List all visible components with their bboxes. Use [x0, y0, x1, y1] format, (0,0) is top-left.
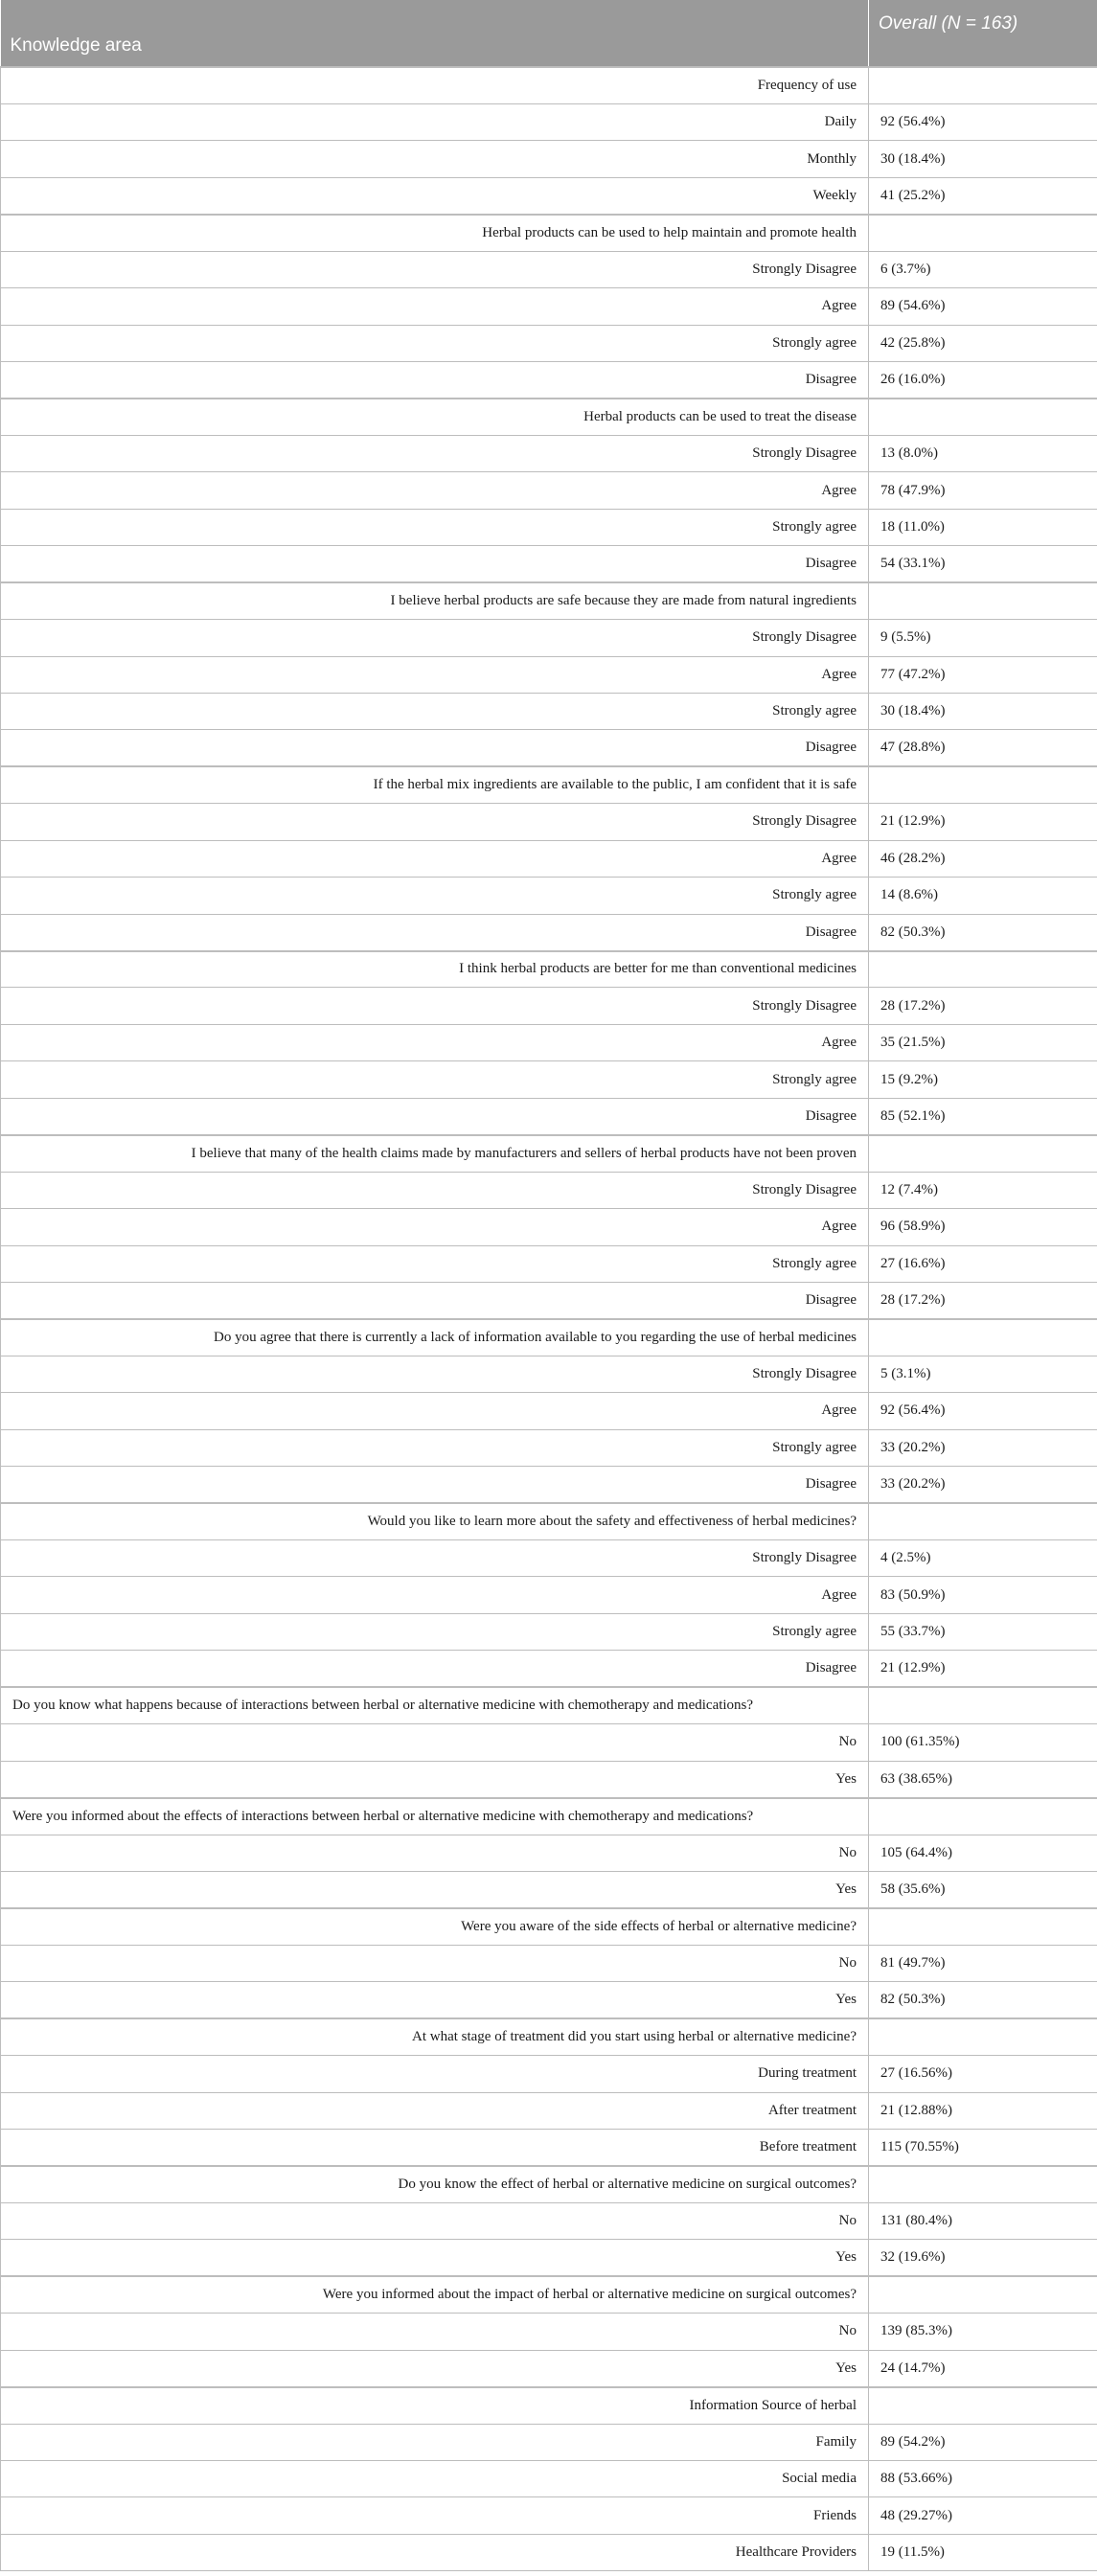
table-row — [1, 2130, 1097, 2166]
option-label: Agree — [1, 288, 869, 325]
table-row — [1, 1724, 1097, 1761]
count-value: 33 (20.2%) — [869, 1429, 1097, 1466]
table-row — [1, 1282, 1097, 1318]
option-label: Agree — [1, 656, 869, 693]
header-knowledge-area: Knowledge area — [1, 0, 869, 67]
table-row — [1, 2460, 1097, 2496]
count-value: 28 (17.2%) — [869, 988, 1097, 1024]
table-row — [1, 2534, 1097, 2570]
table-row — [1, 1871, 1097, 1907]
option-label: Agree — [1, 1393, 869, 1429]
table-row — [1, 2202, 1097, 2239]
option-label: Disagree — [1, 1098, 869, 1134]
count-value: 41 (25.2%) — [869, 177, 1097, 214]
count-value: 27 (16.6%) — [869, 1245, 1097, 1282]
count-value: 139 (85.3%) — [869, 2314, 1097, 2350]
table-row — [1, 2350, 1097, 2386]
option-label: Strongly Disagree — [1, 1172, 869, 1208]
count-value — [869, 2276, 1097, 2313]
count-value: 82 (50.3%) — [869, 914, 1097, 950]
question-label: I believe herbal products are safe because they are made from natural ingredients — [1, 582, 869, 619]
table-row — [1, 1540, 1097, 1577]
option-label: Strongly agree — [1, 1061, 869, 1098]
question-row — [1, 215, 1097, 251]
question-label: At what stage of treatment did you start using herbal or alternative medicine? — [1, 2018, 869, 2055]
count-value: 78 (47.9%) — [869, 472, 1097, 509]
table-row — [1, 1613, 1097, 1650]
table-row — [1, 435, 1097, 471]
question-row — [1, 1798, 1097, 1835]
question-label: If the herbal mix ingredients are available to the public, I am confident that it is safe — [1, 766, 869, 803]
count-value: 30 (18.4%) — [869, 141, 1097, 177]
table-row — [1, 2497, 1097, 2534]
option-label: Disagree — [1, 1651, 869, 1687]
question-label: Frequency of use — [1, 67, 869, 103]
table-row — [1, 1467, 1097, 1503]
table-row — [1, 288, 1097, 325]
option-label: Yes — [1, 1871, 869, 1907]
table-row — [1, 1209, 1097, 1245]
option-label: Strongly Disagree — [1, 988, 869, 1024]
option-label: Daily — [1, 103, 869, 140]
header-overall: Overall (N = 163) — [869, 0, 1097, 67]
option-label: Disagree — [1, 1282, 869, 1318]
question-row — [1, 1908, 1097, 1945]
count-value: 33 (20.2%) — [869, 1467, 1097, 1503]
option-label: Strongly agree — [1, 878, 869, 914]
count-value: 131 (80.4%) — [869, 2202, 1097, 2239]
option-label: No — [1, 1945, 869, 1981]
option-label: Strongly Disagree — [1, 1356, 869, 1392]
table-row — [1, 1061, 1097, 1098]
count-value: 32 (19.6%) — [869, 2240, 1097, 2276]
option-label: Before treatment — [1, 2130, 869, 2166]
table-row — [1, 2056, 1097, 2092]
table-row — [1, 988, 1097, 1024]
option-label: No — [1, 1724, 869, 1761]
count-value: 24 (14.7%) — [869, 2350, 1097, 2386]
option-label: Agree — [1, 1024, 869, 1060]
table-row — [1, 103, 1097, 140]
count-value — [869, 1503, 1097, 1539]
count-value: 92 (56.4%) — [869, 1393, 1097, 1429]
count-value: 88 (53.66%) — [869, 2460, 1097, 2496]
table-row — [1, 1172, 1097, 1208]
option-label: Strongly Disagree — [1, 620, 869, 656]
count-value: 27 (16.56%) — [869, 2056, 1097, 2092]
count-value: 42 (25.8%) — [869, 325, 1097, 361]
count-value: 14 (8.6%) — [869, 878, 1097, 914]
question-row — [1, 766, 1097, 803]
count-value: 83 (50.9%) — [869, 1577, 1097, 1613]
question-row — [1, 2166, 1097, 2202]
question-label: Herbal products can be used to help maintain and promote health — [1, 215, 869, 251]
count-value: 46 (28.2%) — [869, 840, 1097, 877]
option-label: Yes — [1, 1761, 869, 1797]
table-row — [1, 1982, 1097, 2018]
option-label: Monthly — [1, 141, 869, 177]
question-label: Do you know what happens because of interactions between herbal or alternative medicine with chemotherapy and medications? — [1, 1687, 869, 1723]
count-value: 21 (12.88%) — [869, 2092, 1097, 2129]
count-value — [869, 582, 1097, 619]
question-row — [1, 2018, 1097, 2055]
table-row — [1, 1651, 1097, 1687]
option-label: Strongly Disagree — [1, 251, 869, 287]
count-value — [869, 1798, 1097, 1835]
option-label: Agree — [1, 1577, 869, 1613]
table-row — [1, 1835, 1097, 1871]
table-row — [1, 1356, 1097, 1392]
option-label: Disagree — [1, 362, 869, 399]
count-value: 58 (35.6%) — [869, 1871, 1097, 1907]
count-value: 47 (28.8%) — [869, 730, 1097, 766]
option-label: Strongly Disagree — [1, 1540, 869, 1577]
option-label: Agree — [1, 1209, 869, 1245]
count-value: 82 (50.3%) — [869, 1982, 1097, 2018]
option-label: Disagree — [1, 546, 869, 582]
question-row — [1, 951, 1097, 988]
table-row — [1, 2092, 1097, 2129]
count-value: 105 (64.4%) — [869, 1835, 1097, 1871]
count-value: 54 (33.1%) — [869, 546, 1097, 582]
table-row — [1, 2424, 1097, 2460]
table-row — [1, 1577, 1097, 1613]
question-row — [1, 2387, 1097, 2424]
option-label: Yes — [1, 2350, 869, 2386]
table-row — [1, 362, 1097, 399]
question-row — [1, 1135, 1097, 1172]
question-label: Were you informed about the impact of herbal or alternative medicine on surgical outcomes? — [1, 2276, 869, 2313]
question-row — [1, 1319, 1097, 1356]
table-row — [1, 2314, 1097, 2350]
question-label: Do you agree that there is currently a lack of information available to you regarding the use of herbal medicines — [1, 1319, 869, 1356]
table-header — [1, 0, 1097, 67]
table-row — [1, 1245, 1097, 1282]
count-value — [869, 67, 1097, 103]
count-value: 35 (21.5%) — [869, 1024, 1097, 1060]
count-value — [869, 951, 1097, 988]
count-value: 100 (61.35%) — [869, 1724, 1097, 1761]
count-value — [869, 2387, 1097, 2424]
count-value: 13 (8.0%) — [869, 435, 1097, 471]
table-row — [1, 1945, 1097, 1981]
count-value — [869, 2166, 1097, 2202]
table-row — [1, 656, 1097, 693]
question-label: Were you informed about the effects of interactions between herbal or alternative medicine with chemotherapy and medications? — [1, 1798, 869, 1835]
count-value: 21 (12.9%) — [869, 1651, 1097, 1687]
count-value: 19 (11.5%) — [869, 2534, 1097, 2570]
option-label: Agree — [1, 840, 869, 877]
option-label: Yes — [1, 1982, 869, 2018]
option-label: Social media — [1, 2460, 869, 2496]
count-value: 92 (56.4%) — [869, 103, 1097, 140]
question-label: Would you like to learn more about the safety and effectiveness of herbal medicines? — [1, 1503, 869, 1539]
option-label: After treatment — [1, 2092, 869, 2129]
table-row — [1, 730, 1097, 766]
table-row — [1, 325, 1097, 361]
count-value: 15 (9.2%) — [869, 1061, 1097, 1098]
table-row — [1, 1098, 1097, 1134]
count-value — [869, 2018, 1097, 2055]
table-row — [1, 804, 1097, 840]
question-label: Were you aware of the side effects of herbal or alternative medicine? — [1, 1908, 869, 1945]
question-label: Information Source of herbal — [1, 2387, 869, 2424]
question-row — [1, 67, 1097, 103]
table-row — [1, 509, 1097, 545]
count-value: 9 (5.5%) — [869, 620, 1097, 656]
option-label: Strongly agree — [1, 693, 869, 729]
count-value: 96 (58.9%) — [869, 1209, 1097, 1245]
table-row — [1, 251, 1097, 287]
count-value: 18 (11.0%) — [869, 509, 1097, 545]
question-row — [1, 399, 1097, 435]
option-label: Yes — [1, 2240, 869, 2276]
option-label: Strongly agree — [1, 509, 869, 545]
table-body — [1, 67, 1097, 2571]
option-label: No — [1, 1835, 869, 1871]
count-value: 77 (47.2%) — [869, 656, 1097, 693]
option-label: Strongly agree — [1, 1613, 869, 1650]
count-value — [869, 1135, 1097, 1172]
table-row — [1, 1393, 1097, 1429]
table-row — [1, 177, 1097, 214]
count-value: 30 (18.4%) — [869, 693, 1097, 729]
header-row — [1, 0, 1097, 67]
count-value: 4 (2.5%) — [869, 1540, 1097, 1577]
table-row — [1, 693, 1097, 729]
option-label: Family — [1, 2424, 869, 2460]
question-row — [1, 582, 1097, 619]
option-label: Disagree — [1, 1467, 869, 1503]
table-row — [1, 141, 1097, 177]
option-label: Strongly agree — [1, 325, 869, 361]
table-row — [1, 1761, 1097, 1797]
table-row — [1, 1024, 1097, 1060]
question-row — [1, 1687, 1097, 1723]
count-value: 89 (54.6%) — [869, 288, 1097, 325]
question-label: Herbal products can be used to treat the disease — [1, 399, 869, 435]
table-row — [1, 840, 1097, 877]
count-value: 5 (3.1%) — [869, 1356, 1097, 1392]
option-label: Strongly Disagree — [1, 435, 869, 471]
option-label: Agree — [1, 472, 869, 509]
count-value: 6 (3.7%) — [869, 251, 1097, 287]
count-value: 12 (7.4%) — [869, 1172, 1097, 1208]
count-value: 81 (49.7%) — [869, 1945, 1097, 1981]
count-value: 89 (54.2%) — [869, 2424, 1097, 2460]
count-value — [869, 766, 1097, 803]
table-row — [1, 1429, 1097, 1466]
count-value — [869, 399, 1097, 435]
option-label: Healthcare Providers — [1, 2534, 869, 2570]
table-row — [1, 546, 1097, 582]
count-value — [869, 215, 1097, 251]
option-label: No — [1, 2202, 869, 2239]
option-label: Strongly agree — [1, 1429, 869, 1466]
count-value: 55 (33.7%) — [869, 1613, 1097, 1650]
count-value: 28 (17.2%) — [869, 1282, 1097, 1318]
count-value: 21 (12.9%) — [869, 804, 1097, 840]
count-value: 115 (70.55%) — [869, 2130, 1097, 2166]
count-value: 85 (52.1%) — [869, 1098, 1097, 1134]
table-row — [1, 472, 1097, 509]
option-label: Weekly — [1, 177, 869, 214]
question-label: Do you know the effect of herbal or alternative medicine on surgical outcomes? — [1, 2166, 869, 2202]
question-row — [1, 2276, 1097, 2313]
count-value — [869, 1687, 1097, 1723]
table-row — [1, 878, 1097, 914]
table-row — [1, 620, 1097, 656]
question-label: I believe that many of the health claims made by manufacturers and sellers of herbal products have not been proven — [1, 1135, 869, 1172]
count-value: 48 (29.27%) — [869, 2497, 1097, 2534]
option-label: During treatment — [1, 2056, 869, 2092]
option-label: Strongly Disagree — [1, 804, 869, 840]
question-row — [1, 1503, 1097, 1539]
option-label: No — [1, 2314, 869, 2350]
count-value: 63 (38.65%) — [869, 1761, 1097, 1797]
option-label: Strongly agree — [1, 1245, 869, 1282]
table-row — [1, 914, 1097, 950]
count-value: 26 (16.0%) — [869, 362, 1097, 399]
option-label: Disagree — [1, 914, 869, 950]
count-value — [869, 1319, 1097, 1356]
count-value — [869, 1908, 1097, 1945]
option-label: Friends — [1, 2497, 869, 2534]
question-label: I think herbal products are better for me than conventional medicines — [1, 951, 869, 988]
option-label: Disagree — [1, 730, 869, 766]
table-row — [1, 2240, 1097, 2276]
